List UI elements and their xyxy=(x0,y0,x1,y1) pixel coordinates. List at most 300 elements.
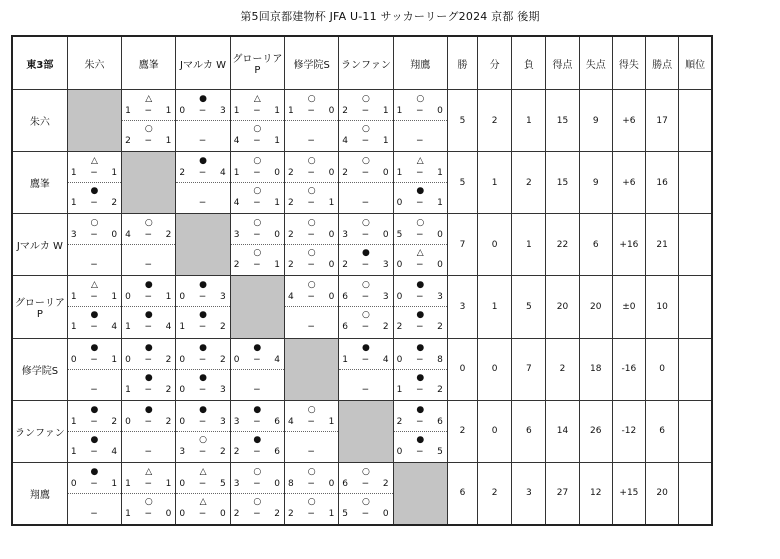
match-divider xyxy=(285,431,338,432)
score-dash: − xyxy=(198,354,207,365)
goals-for: 1 xyxy=(125,106,131,117)
goals-for: 1 xyxy=(233,168,240,179)
stat-cell: 21 xyxy=(646,214,679,276)
score-line xyxy=(397,384,443,396)
result-symbol: ○ xyxy=(362,156,370,167)
score-line xyxy=(71,416,117,428)
goals-for: 1 xyxy=(125,384,131,395)
score-dash: − xyxy=(361,508,370,519)
match-divider xyxy=(339,306,392,307)
stat-cell: ±0 xyxy=(612,276,645,338)
result-symbol: ● xyxy=(90,186,99,197)
stat-cell: 6 xyxy=(447,462,477,525)
match-divider xyxy=(122,120,175,121)
result-symbol: △ xyxy=(145,94,153,105)
unplayed-dash: − xyxy=(144,260,153,271)
match-divider xyxy=(176,431,229,432)
result-symbol: ● xyxy=(253,404,262,415)
unplayed-dash: − xyxy=(144,446,153,457)
stat-cell: 22 xyxy=(546,214,579,276)
stat-cell: 0 xyxy=(478,338,512,400)
score-dash: − xyxy=(198,446,207,457)
team-row xyxy=(12,400,712,462)
score-line xyxy=(125,229,171,241)
goals-for: 3 xyxy=(233,230,240,241)
goals-for: 6 xyxy=(342,292,349,303)
match-result-cell xyxy=(67,214,121,276)
match-divider xyxy=(339,493,392,494)
unplayed-dash: − xyxy=(307,322,315,333)
result-symbol: ● xyxy=(199,342,207,353)
stat-cell: 20 xyxy=(546,276,579,338)
score-line xyxy=(342,354,388,366)
result-symbol: ● xyxy=(90,466,99,477)
match-result-cell xyxy=(285,276,339,338)
unplayed-dash: − xyxy=(90,384,98,395)
team-row xyxy=(12,152,712,214)
stat-cell: 0 xyxy=(478,214,512,276)
match-divider xyxy=(285,493,338,494)
match-result-cell xyxy=(285,462,339,525)
goals-for: 2 xyxy=(288,508,294,519)
score-line xyxy=(234,105,280,117)
match-divider xyxy=(176,493,229,494)
match-result-cell xyxy=(176,152,230,214)
match-result-cell xyxy=(339,276,393,338)
unplayed-dash: − xyxy=(361,198,370,209)
goals-for: 3 xyxy=(179,446,186,457)
result-symbol: ● xyxy=(90,310,99,321)
score-dash: − xyxy=(361,322,370,333)
score-line xyxy=(234,416,280,428)
match-result-cell xyxy=(67,152,121,214)
score-line xyxy=(397,105,443,117)
goals-for: 2 xyxy=(396,416,403,427)
goals-for: 1 xyxy=(342,354,349,365)
result-symbol: ○ xyxy=(307,404,316,415)
score-dash: − xyxy=(361,260,370,271)
result-symbol: ○ xyxy=(307,186,316,197)
stat-cell xyxy=(679,400,712,462)
goals-against: 4 xyxy=(111,446,118,457)
score-line xyxy=(125,291,171,303)
goals-for: 0 xyxy=(125,354,131,365)
goals-against: 4 xyxy=(274,354,280,365)
result-symbol: ● xyxy=(144,342,153,353)
goals-against: 2 xyxy=(165,384,172,395)
goals-for: 0 xyxy=(125,292,131,303)
result-symbol: ● xyxy=(144,372,153,383)
result-symbol: ● xyxy=(90,404,99,415)
goals-against: 2 xyxy=(111,198,118,209)
stat-cell xyxy=(679,214,712,276)
stat-cell: +16 xyxy=(612,214,645,276)
score-dash: − xyxy=(307,292,315,303)
match-result-cell xyxy=(230,462,284,525)
score-line xyxy=(288,197,334,209)
score-line xyxy=(179,135,225,147)
match-divider xyxy=(231,244,284,245)
match-divider xyxy=(176,369,229,370)
goals-against: 0 xyxy=(165,508,172,519)
goals-for: 1 xyxy=(396,106,403,117)
goals-against: 2 xyxy=(111,416,118,427)
score-line xyxy=(71,197,117,209)
match-result-cell xyxy=(393,276,447,338)
match-divider xyxy=(285,244,338,245)
goals-against: 2 xyxy=(165,416,172,427)
result-symbol: △ xyxy=(416,156,424,167)
goals-for: 1 xyxy=(70,292,77,303)
unplayed-dash: − xyxy=(253,384,261,395)
goals-against: 3 xyxy=(219,292,226,303)
goals-against: 0 xyxy=(328,478,335,489)
goals-against: 0 xyxy=(382,168,389,179)
match-divider xyxy=(68,244,121,245)
goals-for: 0 xyxy=(396,292,403,303)
result-symbol xyxy=(394,123,447,135)
score-dash: − xyxy=(198,292,207,303)
match-result-cell xyxy=(393,214,447,276)
score-dash: − xyxy=(415,322,424,333)
match-divider xyxy=(176,120,229,121)
stat-cell: 7 xyxy=(512,338,546,400)
stat-column-header: 失点 xyxy=(579,36,612,90)
score-dash: − xyxy=(415,384,424,395)
goals-for: 2 xyxy=(288,260,294,271)
goals-against: 1 xyxy=(111,168,118,179)
result-symbol: ● xyxy=(199,404,207,415)
match-divider xyxy=(394,182,447,183)
score-line xyxy=(397,167,443,179)
goals-for: 5 xyxy=(396,230,403,241)
score-line xyxy=(342,291,388,303)
stat-cell: 6 xyxy=(646,400,679,462)
result-symbol: ○ xyxy=(307,280,316,291)
score-dash: − xyxy=(144,230,153,241)
score-dash: − xyxy=(415,446,424,457)
match-result-cell xyxy=(230,400,284,462)
match-divider xyxy=(122,431,175,432)
score-line xyxy=(397,197,443,209)
score-dash: − xyxy=(198,168,207,179)
goals-for: 2 xyxy=(342,168,349,179)
score-line xyxy=(125,446,171,458)
score-dash: − xyxy=(415,168,424,179)
match-result-cell xyxy=(285,214,339,276)
score-dash: − xyxy=(253,168,261,179)
match-divider xyxy=(285,182,338,183)
result-symbol: ● xyxy=(416,186,425,197)
goals-for: 6 xyxy=(342,478,349,489)
goals-against: 5 xyxy=(219,478,226,489)
goals-against: 0 xyxy=(111,230,118,241)
result-symbol: ● xyxy=(362,248,370,259)
goals-against: 1 xyxy=(165,478,172,489)
goals-for: 0 xyxy=(179,354,186,365)
goals-against: 1 xyxy=(274,136,280,147)
goals-for: 0 xyxy=(396,446,403,457)
result-symbol: ○ xyxy=(416,218,425,229)
goals-against: 5 xyxy=(437,446,443,457)
stat-cell: 9 xyxy=(579,152,612,214)
match-result-cell xyxy=(339,462,393,525)
score-dash: − xyxy=(144,354,153,365)
stat-cell: 2 xyxy=(546,338,579,400)
self-match-cell xyxy=(176,214,230,276)
result-symbol: ○ xyxy=(362,280,370,291)
score-line xyxy=(288,446,334,458)
score-line xyxy=(71,384,117,396)
match-result-cell xyxy=(393,152,447,214)
score-dash: − xyxy=(253,508,261,519)
match-result-cell xyxy=(67,276,121,338)
score-line xyxy=(234,197,280,209)
score-line xyxy=(179,321,225,333)
result-symbol: ● xyxy=(90,434,99,445)
result-symbol: ○ xyxy=(253,124,262,135)
unplayed-dash: − xyxy=(198,136,207,147)
score-dash: − xyxy=(144,508,153,519)
score-dash: − xyxy=(90,198,98,209)
match-divider xyxy=(339,120,392,121)
self-match-cell xyxy=(393,462,447,525)
result-symbol: ● xyxy=(199,280,207,291)
goals-against: 0 xyxy=(219,508,226,519)
match-result-cell xyxy=(285,90,339,152)
goals-against: 3 xyxy=(219,416,226,427)
score-line xyxy=(342,508,388,520)
goals-against: 1 xyxy=(111,292,118,303)
score-dash: − xyxy=(253,478,261,489)
stat-cell: 0 xyxy=(478,400,512,462)
score-line xyxy=(397,259,443,271)
stat-cell: 14 xyxy=(546,400,579,462)
result-symbol: ○ xyxy=(362,310,370,321)
score-dash: − xyxy=(90,354,98,365)
score-dash: − xyxy=(144,416,153,427)
goals-against: 0 xyxy=(437,106,443,117)
unplayed-dash: − xyxy=(90,260,98,271)
goals-against: 3 xyxy=(437,292,443,303)
match-divider xyxy=(122,244,175,245)
match-result-cell xyxy=(285,152,339,214)
goals-against: 0 xyxy=(328,292,335,303)
score-dash: − xyxy=(307,106,315,117)
stat-cell: 1 xyxy=(512,90,546,152)
stat-cell: 15 xyxy=(546,152,579,214)
match-divider xyxy=(394,431,447,432)
score-dash: − xyxy=(307,198,315,209)
result-symbol xyxy=(285,309,338,321)
team-column-header: ランファン xyxy=(339,36,393,90)
score-line xyxy=(234,259,280,271)
match-result-cell xyxy=(122,400,176,462)
team-row xyxy=(12,90,712,152)
match-result-cell xyxy=(67,338,121,400)
result-symbol: ○ xyxy=(362,218,370,229)
goals-for: 2 xyxy=(288,198,294,209)
stat-cell: 1 xyxy=(478,276,512,338)
goals-for: 2 xyxy=(288,168,294,179)
goals-for: 2 xyxy=(125,136,131,147)
score-line xyxy=(234,478,280,490)
result-symbol: ● xyxy=(253,342,262,353)
match-divider xyxy=(68,306,121,307)
score-dash: − xyxy=(307,508,315,519)
score-line xyxy=(71,167,117,179)
team-column-header: 修学院S xyxy=(285,36,339,90)
score-line xyxy=(397,321,443,333)
goals-against: 0 xyxy=(274,230,280,241)
match-divider xyxy=(122,369,175,370)
goals-against: 4 xyxy=(165,322,172,333)
goals-for: 1 xyxy=(396,384,403,395)
stat-cell xyxy=(679,462,712,525)
score-dash: − xyxy=(198,106,207,117)
score-line xyxy=(179,105,225,117)
unplayed-dash: − xyxy=(307,446,315,457)
goals-for: 1 xyxy=(125,322,131,333)
score-line xyxy=(125,384,171,396)
score-dash: − xyxy=(144,292,153,303)
result-symbol: ● xyxy=(416,404,425,415)
header-row xyxy=(12,36,712,90)
goals-for: 0 xyxy=(179,478,186,489)
score-line xyxy=(397,135,443,147)
match-divider xyxy=(394,244,447,245)
match-divider xyxy=(394,120,447,121)
match-result-cell xyxy=(230,152,284,214)
goals-against: 6 xyxy=(274,416,280,427)
result-symbol: ○ xyxy=(307,248,316,259)
team-name: 翔鷹 xyxy=(12,462,67,525)
score-line xyxy=(288,508,334,520)
result-symbol: △ xyxy=(91,280,98,291)
stat-cell: 12 xyxy=(579,462,612,525)
result-symbol: ○ xyxy=(362,496,370,507)
goals-against: 3 xyxy=(382,292,389,303)
score-line xyxy=(288,167,334,179)
result-symbol: ● xyxy=(362,342,370,353)
match-divider xyxy=(285,120,338,121)
match-divider xyxy=(231,182,284,183)
score-line xyxy=(179,291,225,303)
result-symbol: ● xyxy=(416,434,425,445)
result-symbol xyxy=(176,123,229,135)
score-line xyxy=(71,354,117,366)
stat-cell: 27 xyxy=(546,462,579,525)
score-line xyxy=(125,354,171,366)
score-dash: − xyxy=(253,198,261,209)
score-dash: − xyxy=(198,384,207,395)
match-result-cell xyxy=(230,338,284,400)
match-result-cell xyxy=(122,276,176,338)
league-table xyxy=(11,35,713,526)
goals-against: 0 xyxy=(328,230,335,241)
match-result-cell xyxy=(122,90,176,152)
match-divider xyxy=(68,369,121,370)
result-symbol xyxy=(122,434,175,446)
goals-against: 2 xyxy=(219,354,226,365)
result-symbol xyxy=(285,123,338,135)
goals-for: 6 xyxy=(342,322,349,333)
score-line xyxy=(234,135,280,147)
division-label: 東3部 xyxy=(12,36,67,90)
page-title: 第5回京都建物杯 JFA U-11 サッカーリーグ2024 京都 後期 xyxy=(240,10,540,23)
goals-for: 1 xyxy=(288,106,294,117)
goals-for: 0 xyxy=(179,416,186,427)
score-dash: − xyxy=(415,354,424,365)
result-symbol: ● xyxy=(199,310,207,321)
stat-cell: 5 xyxy=(447,152,477,214)
match-divider xyxy=(176,182,229,183)
match-result-cell xyxy=(339,90,393,152)
goals-against: 1 xyxy=(437,168,443,179)
goals-against: 2 xyxy=(437,384,443,395)
stat-cell xyxy=(679,276,712,338)
result-symbol: △ xyxy=(145,466,153,477)
result-symbol: ○ xyxy=(307,496,316,507)
score-line xyxy=(288,478,334,490)
stat-cell: 3 xyxy=(447,276,477,338)
score-dash: − xyxy=(415,198,424,209)
goals-for: 1 xyxy=(396,168,403,179)
result-symbol xyxy=(339,185,392,197)
score-dash: − xyxy=(90,292,98,303)
score-line xyxy=(125,259,171,271)
result-symbol: △ xyxy=(91,156,98,167)
goals-against: 1 xyxy=(111,354,118,365)
result-symbol: ○ xyxy=(144,124,153,135)
unplayed-dash: − xyxy=(198,198,207,209)
unplayed-dash: − xyxy=(361,384,370,395)
stat-cell: 2 xyxy=(512,152,546,214)
stat-cell: -16 xyxy=(612,338,645,400)
stat-cell: +6 xyxy=(612,90,645,152)
goals-against: 1 xyxy=(274,198,280,209)
match-divider xyxy=(339,369,392,370)
goals-for: 0 xyxy=(233,354,240,365)
goals-against: 4 xyxy=(111,322,118,333)
goals-against: 2 xyxy=(382,478,389,489)
score-line xyxy=(397,291,443,303)
team-name: Jマルカ W xyxy=(12,214,67,276)
self-match-cell xyxy=(122,152,176,214)
stat-cell xyxy=(679,90,712,152)
result-symbol: ○ xyxy=(90,218,99,229)
score-line xyxy=(179,384,225,396)
score-line xyxy=(125,478,171,490)
goals-for: 1 xyxy=(179,322,186,333)
score-line xyxy=(288,105,334,117)
goals-against: 0 xyxy=(437,260,443,271)
goals-against: 0 xyxy=(382,230,389,241)
team-column-header: 翔鷹 xyxy=(393,36,447,90)
score-line xyxy=(125,321,171,333)
result-symbol: ○ xyxy=(307,218,316,229)
result-symbol: ○ xyxy=(307,156,316,167)
goals-for: 1 xyxy=(125,508,131,519)
goals-against: 1 xyxy=(437,198,443,209)
team-column-header: 鷹峯 xyxy=(122,36,176,90)
self-match-cell xyxy=(339,400,393,462)
match-divider xyxy=(285,306,338,307)
match-result-cell xyxy=(393,400,447,462)
result-symbol: ○ xyxy=(144,218,153,229)
stat-cell: 2 xyxy=(478,462,512,525)
unplayed-dash: − xyxy=(90,508,98,519)
